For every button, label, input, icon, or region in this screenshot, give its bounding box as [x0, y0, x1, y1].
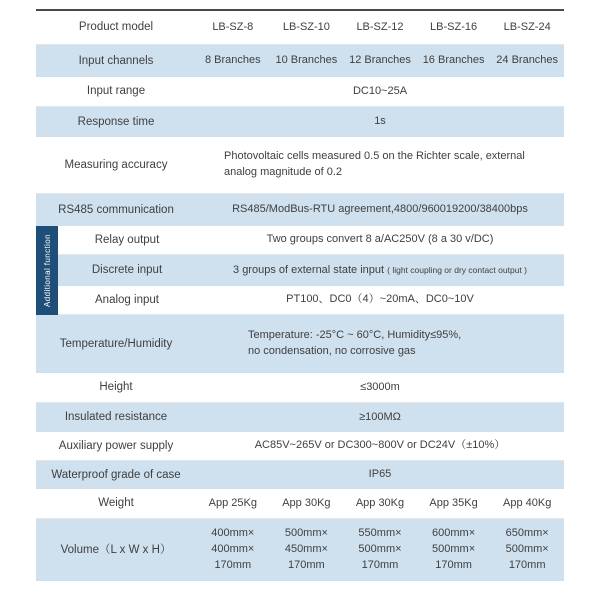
volume-cell: [417, 519, 491, 581]
value-line: analog magnitude of 0.2: [224, 166, 343, 178]
volume-cell: [490, 519, 564, 581]
weight-cell: App 40Kg: [503, 496, 552, 509]
row-value: RS485/ModBus-RTU agreement,4800/960019200/38400bps: [232, 203, 528, 216]
weight-cell: App 25Kg: [208, 496, 257, 509]
row-label: Response time: [77, 115, 155, 128]
additional-function-label: Additional function: [42, 234, 52, 307]
volume-height: 170mm: [288, 558, 325, 571]
row-auxiliary-power: [36, 432, 564, 461]
row-value: ≤3000m: [360, 380, 400, 393]
row-label: Relay output: [94, 233, 160, 246]
volume-length: 500mm×: [284, 527, 328, 540]
row-relay-output: [58, 226, 564, 255]
row-label: Measuring accuracy: [64, 158, 168, 171]
additional-function-sidebar: [36, 226, 58, 315]
model-cell: LB-SZ-16: [430, 20, 478, 33]
volume-width: 450mm×: [284, 543, 328, 556]
row-label: Weight: [98, 497, 134, 510]
row-label: Discrete input: [91, 264, 163, 277]
model-cell: LB-SZ-12: [356, 20, 404, 33]
row-value: AC85V~265V or DC300~800V or DC24V（±10%）: [254, 439, 506, 452]
volume-width: 500mm×: [432, 543, 476, 556]
row-label: Analog input: [95, 293, 159, 306]
spec-table: [36, 9, 564, 581]
row-value: [196, 137, 564, 193]
row-value: [196, 315, 564, 373]
weight-cell: App 30Kg: [355, 496, 405, 509]
row-value: ≥100MΩ: [359, 410, 401, 423]
row-label: Insulated resistance: [64, 411, 168, 424]
row-label: Height: [99, 381, 133, 394]
row-label: Input channels: [78, 54, 154, 67]
row-product-model: [36, 11, 564, 45]
volume-cell: [270, 519, 344, 581]
row-volume: [36, 519, 564, 581]
model-cell: LB-SZ-24: [503, 20, 551, 33]
value-line: Photovoltaic cells measured 0.5 on the Richter scale, external: [224, 150, 525, 163]
row-waterproof-grade: [36, 461, 564, 489]
volume-cells: [196, 519, 564, 581]
row-label: Input range: [86, 85, 146, 98]
volume-length: 650mm×: [505, 527, 549, 540]
model-cell: LB-SZ-8: [212, 20, 254, 33]
row-response-time: [36, 107, 564, 137]
weight-cell: App 30Kg: [282, 496, 331, 509]
weight-cells: [196, 489, 564, 518]
row-value: PT100、DC0（4）~20mA、DC0~10V: [286, 293, 474, 306]
channel-cell: 16 Branches: [422, 54, 485, 67]
channel-cell: 8 Branches: [204, 54, 261, 67]
model-cell: LB-SZ-10: [282, 20, 330, 33]
row-label: Temperature/Humidity: [59, 337, 173, 350]
row-value: DC10~25A: [352, 84, 408, 97]
row-temperature-humidity: [36, 315, 564, 373]
value-note: ( light coupling or dry contact output ): [387, 265, 527, 276]
volume-height: 170mm: [435, 558, 472, 571]
model-cells: [196, 11, 564, 44]
row-input-channels: [36, 45, 564, 77]
row-input-range: [36, 77, 564, 107]
volume-width: 500mm×: [358, 543, 402, 556]
row-weight: [36, 489, 564, 519]
weight-cell: App 35Kg: [429, 496, 478, 509]
volume-width: 500mm×: [505, 543, 549, 556]
row-label: Waterproof grade of case: [51, 468, 181, 481]
row-analog-input: [58, 286, 564, 315]
volume-cell: [196, 519, 270, 581]
row-value: [196, 255, 564, 286]
row-measuring-accuracy: [36, 137, 564, 194]
volume-height: 170mm: [508, 558, 546, 571]
value-line: Temperature: -25°C ~ 60°C, Humidity≤95%,: [248, 329, 462, 342]
row-rs485: [36, 194, 564, 226]
row-value: IP65: [368, 468, 392, 481]
row-label: Product model: [78, 21, 154, 34]
volume-height: 170mm: [214, 558, 252, 571]
volume-cell: [343, 519, 417, 581]
row-label: Volume（L x W x H）: [60, 543, 172, 556]
row-label: RS485 communication: [58, 203, 174, 216]
volume-length: 400mm×: [211, 527, 255, 540]
row-insulated-resistance: [36, 403, 564, 432]
additional-function-group: [36, 226, 564, 315]
channel-cell: 24 Branches: [496, 54, 559, 67]
volume-height: 170mm: [361, 558, 399, 571]
volume-length: 550mm×: [358, 527, 402, 540]
row-height: [36, 373, 564, 403]
value-line: no condensation, no corrosive gas: [248, 345, 416, 357]
additional-function-rows: [58, 226, 564, 315]
channel-cells: [196, 45, 564, 77]
value-main: 3 groups of external state input: [233, 263, 385, 276]
row-value: Two groups convert 8 a/AC250V (8 a 30 v/DC): [266, 233, 494, 246]
row-label: Auxiliary power supply: [58, 439, 174, 452]
row-value: 1s: [374, 115, 386, 128]
channel-cell: 12 Branches: [349, 54, 411, 67]
volume-width: 400mm×: [211, 543, 255, 556]
row-discrete-input: [58, 255, 564, 286]
volume-length: 600mm×: [432, 527, 476, 540]
channel-cell: 10 Branches: [275, 54, 338, 67]
